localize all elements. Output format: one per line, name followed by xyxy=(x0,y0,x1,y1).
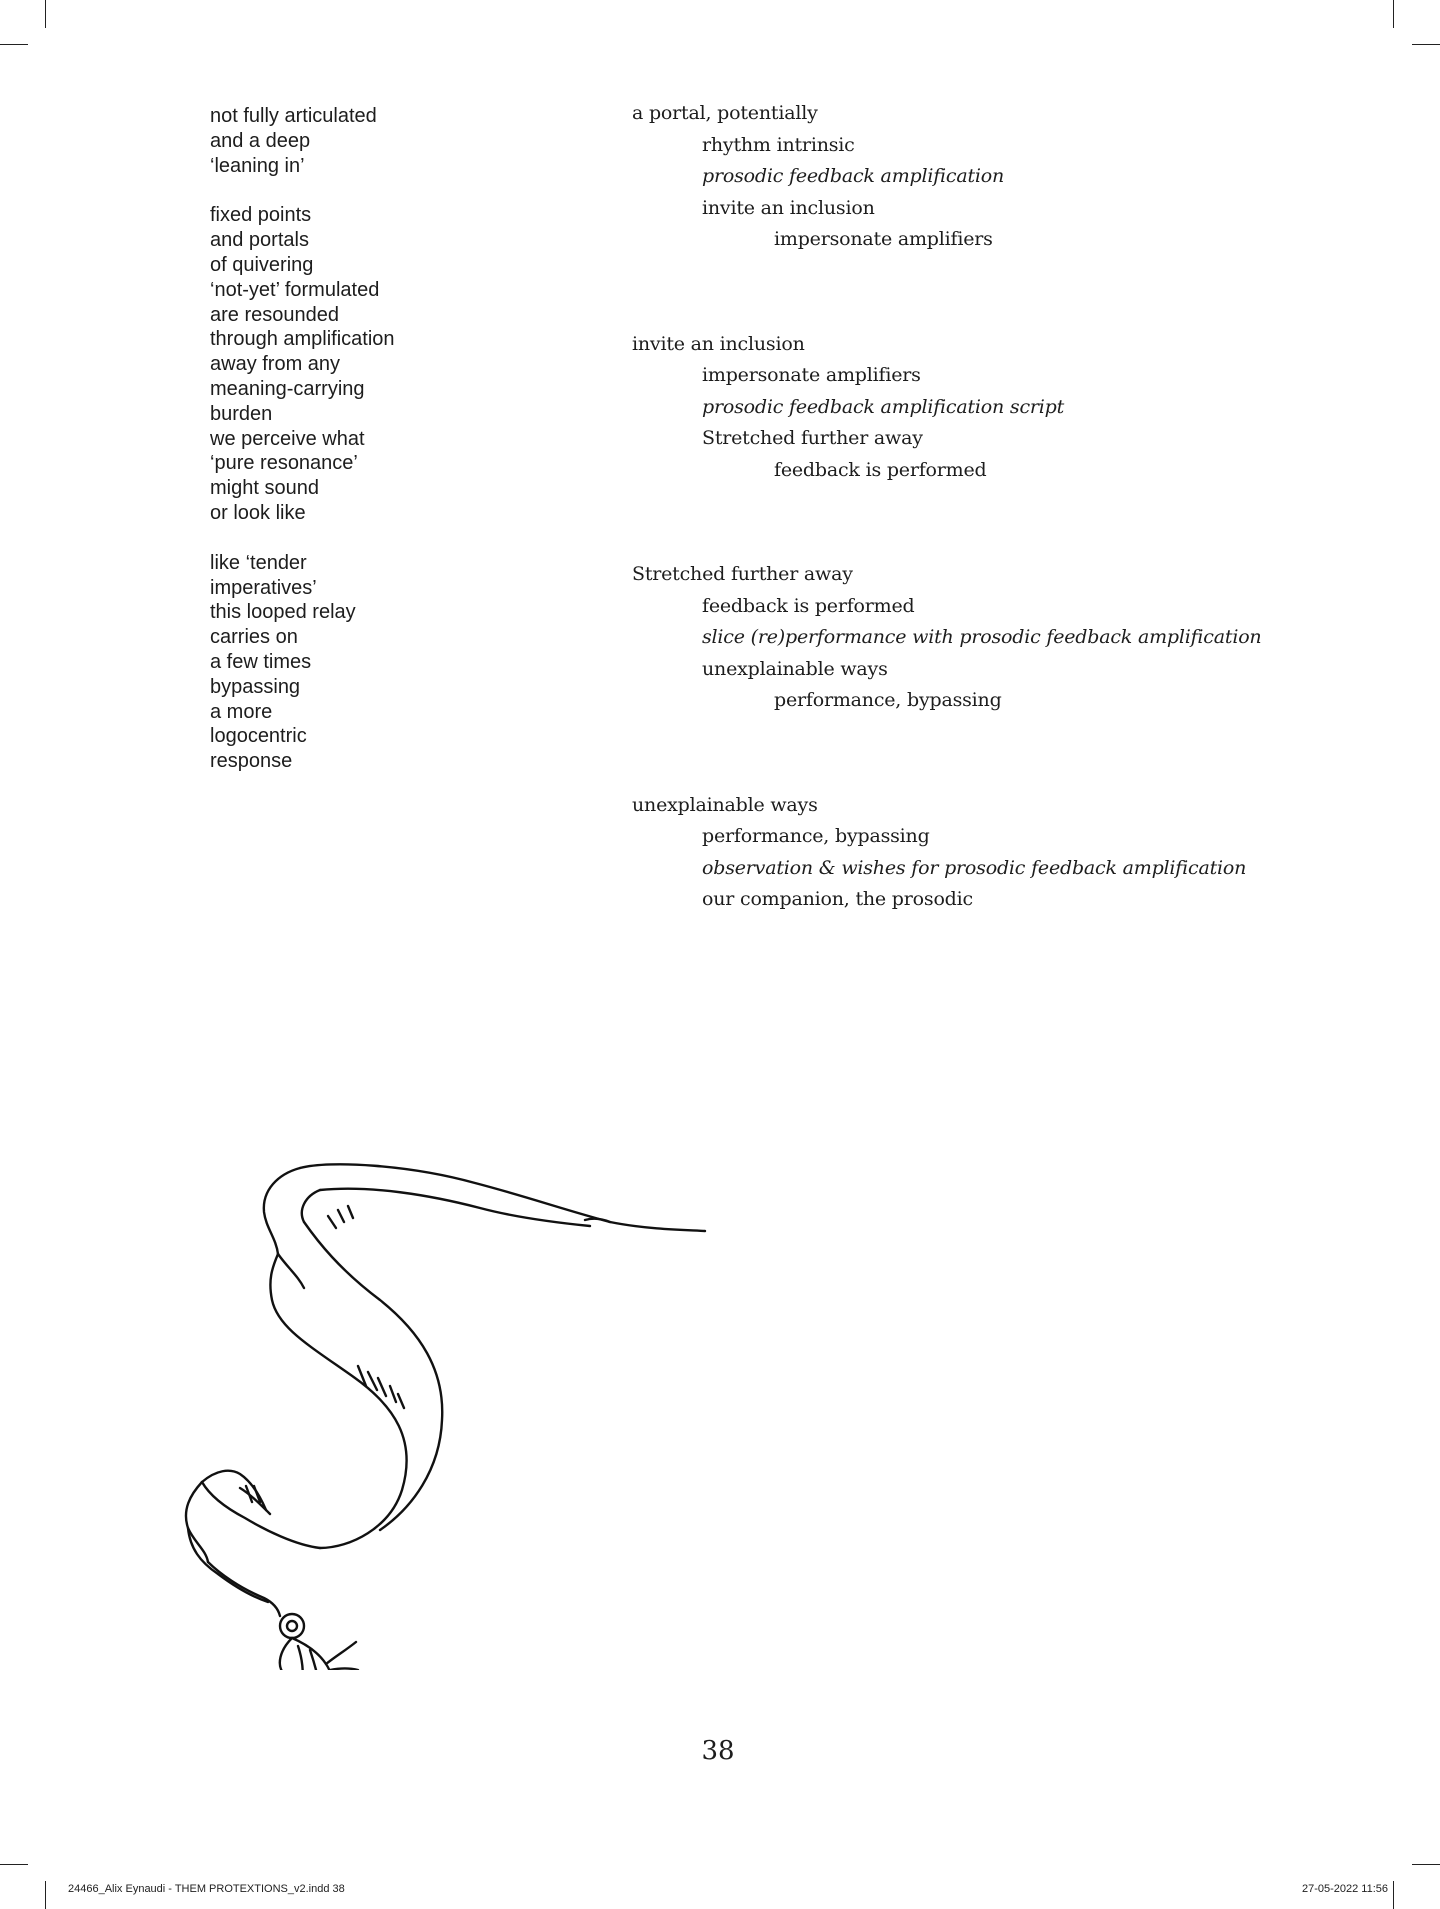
poem-line: and portals xyxy=(210,229,309,252)
verse-line: our companion, the prosodic xyxy=(702,888,973,910)
poem-line: through amplification xyxy=(210,328,395,351)
poem-line: and a deep xyxy=(210,129,311,152)
verse-line: performance, bypassing xyxy=(702,825,930,847)
verse-line-italic: prosodic feedback amplification script xyxy=(702,395,1065,418)
crop-mark-bottom-left-vertical xyxy=(45,1881,46,1909)
poem-line: of quivering xyxy=(210,253,314,276)
verse-line: unexplainable ways xyxy=(702,657,888,680)
poem-line: are resounded xyxy=(210,303,339,326)
verse-line: feedback is performed xyxy=(702,594,915,617)
verse-line: rhythm intrinsic xyxy=(702,133,855,156)
verse-line: Stretched further away xyxy=(632,563,853,585)
verse-block-3 xyxy=(632,559,1392,717)
poem-line: fixed points xyxy=(210,204,312,227)
print-slug-datetime: 27-05-2022 11:56 xyxy=(1301,1883,1388,1895)
verse-block-2 xyxy=(632,329,1392,487)
crop-mark-bottom-right-vertical xyxy=(1393,1881,1394,1909)
poem-line: not fully articulated xyxy=(210,105,377,127)
poem-stanza-3 xyxy=(210,551,550,774)
poem-line: carries on xyxy=(210,626,298,649)
crop-mark-top-left-horizontal xyxy=(0,44,28,45)
verse-line-italic: observation & wishes for prosodic feedback amplification xyxy=(702,856,1247,879)
ribbon-tassel-drawing-icon xyxy=(180,1150,720,1670)
crop-mark-top-left-vertical xyxy=(45,0,46,28)
left-poem-column xyxy=(210,104,550,799)
verse-line: impersonate amplifiers xyxy=(702,364,921,386)
verse-block-1 xyxy=(632,98,1392,256)
crop-mark-top-right-vertical xyxy=(1393,0,1394,28)
poem-line: imperatives’ xyxy=(210,576,317,599)
poem-line: logocentric xyxy=(210,725,307,748)
verse-line: impersonate amplifiers xyxy=(774,228,993,250)
verse-line: unexplainable ways xyxy=(632,793,818,816)
verse-line: Stretched further away xyxy=(702,427,923,449)
poem-stanza-2 xyxy=(210,203,550,525)
poem-line: might sound xyxy=(210,477,319,500)
verse-line: invite an inclusion xyxy=(632,332,805,355)
poem-line: away from any xyxy=(210,353,341,376)
poem-line: like ‘tender xyxy=(210,551,307,574)
poem-line: meaning-carrying xyxy=(210,377,365,400)
right-poem-column xyxy=(632,98,1392,916)
poem-line: we perceive what xyxy=(210,427,365,450)
crop-mark-bottom-right-horizontal xyxy=(1412,1864,1440,1865)
poem-line: response xyxy=(210,750,293,773)
verse-line: performance, bypassing xyxy=(774,689,1002,711)
verse-block-4 xyxy=(632,790,1392,916)
page-number: 38 xyxy=(701,1736,735,1766)
verse-line: feedback is performed xyxy=(774,458,987,481)
verse-line: invite an inclusion xyxy=(702,196,875,219)
poem-line: a more xyxy=(210,700,273,723)
poem-line: ‘leaning in’ xyxy=(210,154,305,177)
crop-mark-top-right-horizontal xyxy=(1412,44,1440,45)
poem-line: or look like xyxy=(210,501,306,524)
poem-line: a few times xyxy=(210,650,312,673)
poem-line: bypassing xyxy=(210,675,301,698)
verse-line-italic: prosodic feedback amplification xyxy=(702,165,1005,187)
poem-line: ‘pure resonance’ xyxy=(210,452,358,475)
verse-line: a portal, potentially xyxy=(632,102,818,124)
poem-line: ‘not-yet’ formulated xyxy=(210,278,380,301)
crop-mark-bottom-left-horizontal xyxy=(0,1864,28,1865)
print-slug-filename: 24466_Alix Eynaudi - THEM PROTEXTIONS_v2.indd 38 xyxy=(68,1883,345,1895)
poem-line: burden xyxy=(210,402,273,425)
poem-line: this looped relay xyxy=(210,601,356,624)
verse-line-italic: slice (re)performance with prosodic feedback amplification xyxy=(702,626,1262,648)
poem-stanza-1 xyxy=(210,104,550,178)
